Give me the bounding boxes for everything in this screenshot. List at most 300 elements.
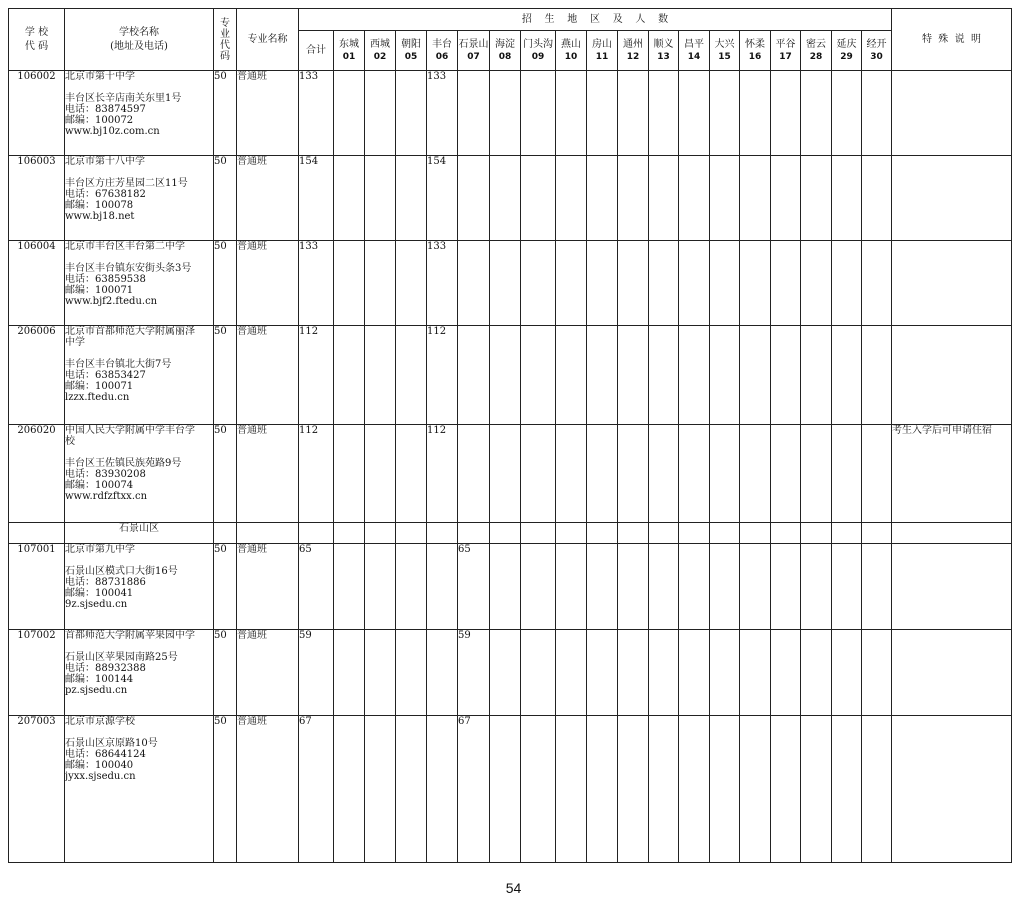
total-count: 67: [299, 716, 334, 863]
district-count: [618, 716, 649, 863]
district-name: 房山: [592, 38, 612, 50]
region-blank: [587, 523, 618, 544]
school-phone: 电话：63859538: [65, 274, 146, 285]
header-district: [490, 31, 521, 71]
school-address: 丰台区王佐镇民族苑路9号: [65, 458, 182, 469]
district-code: 16: [748, 51, 762, 62]
district-count: [801, 326, 832, 425]
district-count: [649, 156, 679, 241]
header-school-code: 学 校 代 码: [9, 9, 65, 71]
region-blank: [649, 523, 679, 544]
major-name: 普通班: [237, 326, 299, 425]
region-blank: [892, 523, 1012, 544]
district-code: 17: [779, 51, 792, 62]
school-info: [65, 326, 214, 425]
district-name: 昌平: [684, 38, 704, 50]
school-code: 106004: [9, 241, 65, 326]
region-blank: [365, 523, 396, 544]
district-code: 15: [718, 51, 731, 62]
district-count: [458, 71, 490, 156]
district-count: [396, 544, 427, 630]
district-count: 67: [458, 716, 490, 863]
district-count: [521, 156, 556, 241]
district-count: [396, 425, 427, 523]
district-count: [334, 156, 365, 241]
header-district: [587, 31, 618, 71]
district-count: [801, 71, 832, 156]
total-count: 59: [299, 630, 334, 716]
district-count: [365, 544, 396, 630]
district-count: 59: [458, 630, 490, 716]
special-note: [892, 71, 1012, 156]
total-count: 133: [299, 241, 334, 326]
school-code: 206006: [9, 326, 65, 425]
district-count: [801, 156, 832, 241]
district-count: [740, 630, 771, 716]
school-website: pz.sjsedu.cn: [65, 685, 128, 696]
district-count: [679, 156, 710, 241]
district-code: 01: [342, 51, 356, 62]
district-count: [490, 630, 521, 716]
district-count: [801, 716, 832, 863]
total-count: 112: [299, 425, 334, 523]
district-count: [334, 544, 365, 630]
school-info: [65, 425, 214, 523]
district-count: [490, 71, 521, 156]
school-info: [65, 630, 214, 716]
header-district: [521, 31, 556, 71]
header-district: [556, 31, 587, 71]
district-count: [365, 241, 396, 326]
school-website: 9z.sjsedu.cn: [65, 599, 128, 610]
district-count: [365, 716, 396, 863]
header-major-code: 专 业 代 码: [214, 9, 237, 71]
district-count: [771, 241, 801, 326]
district-count: [396, 716, 427, 863]
special-note: 考生入学后可申请住宿: [892, 425, 1012, 523]
district-count: [396, 156, 427, 241]
district-count: [679, 630, 710, 716]
district-count: [679, 326, 710, 425]
district-count: [862, 544, 892, 630]
table-row: [9, 326, 1012, 425]
page-number: 54: [505, 880, 522, 896]
school-address: 石景山区苹果园南路25号: [65, 652, 178, 663]
school-name: 北京市京源学校: [65, 716, 135, 727]
district-count: 133: [427, 241, 458, 326]
region-blank: [334, 523, 365, 544]
district-count: [334, 326, 365, 425]
district-count: [365, 326, 396, 425]
school-address: 丰台区长辛店南关东里1号: [65, 93, 182, 104]
district-count: [862, 71, 892, 156]
major-code: 50: [214, 425, 237, 523]
district-count: [710, 630, 740, 716]
district-count: [490, 156, 521, 241]
district-count: [771, 425, 801, 523]
region-blank: [299, 523, 334, 544]
header-district: [396, 31, 427, 71]
header-district: [771, 31, 801, 71]
district-count: [710, 71, 740, 156]
table-row: [9, 241, 1012, 326]
district-code: 12: [626, 51, 640, 62]
district-name: 通州: [623, 38, 643, 50]
school-address: 丰台区方庄芳星园二区11号: [65, 178, 188, 189]
district-count: [618, 71, 649, 156]
major-code: 50: [214, 156, 237, 241]
special-note: [892, 544, 1012, 630]
school-code: 206020: [9, 425, 65, 523]
header-district: [649, 31, 679, 71]
major-code: 50: [214, 716, 237, 863]
school-code: 107001: [9, 544, 65, 630]
major-name: 普通班: [237, 71, 299, 156]
district-count: [427, 544, 458, 630]
special-note: [892, 156, 1012, 241]
header-district: [679, 31, 710, 71]
district-count: [710, 544, 740, 630]
district-name: 朝阳: [401, 38, 421, 50]
district-count: 112: [427, 425, 458, 523]
region-blank: [237, 523, 299, 544]
region-blank: [679, 523, 710, 544]
school-zip: 邮编：100040: [65, 760, 134, 771]
school-phone: 电话：67638182: [65, 189, 146, 200]
district-count: [740, 544, 771, 630]
district-name: 平谷: [775, 38, 796, 50]
district-name: 西城: [370, 38, 390, 50]
district-count: [587, 425, 618, 523]
school-name: 北京市第九中学: [65, 544, 135, 555]
school-name: 中学: [65, 337, 85, 348]
district-count: [334, 425, 365, 523]
district-name: 海淀: [495, 38, 515, 50]
major-name: 普通班: [237, 716, 299, 863]
header-district: [801, 31, 832, 71]
district-count: [862, 241, 892, 326]
district-count: [679, 71, 710, 156]
district-count: [618, 156, 649, 241]
district-count: [490, 716, 521, 863]
district-count: [427, 716, 458, 863]
region-blank: [556, 523, 587, 544]
district-count: [490, 326, 521, 425]
region-row: [9, 523, 1012, 544]
district-count: [458, 326, 490, 425]
table-row: [9, 156, 1012, 241]
district-count: [679, 544, 710, 630]
district-count: [334, 630, 365, 716]
special-note: [892, 630, 1012, 716]
school-zip: 邮编：100041: [65, 588, 134, 599]
district-name: 密云: [806, 38, 826, 50]
district-count: [521, 326, 556, 425]
district-count: [832, 71, 862, 156]
school-info: [65, 544, 214, 630]
district-count: [618, 544, 649, 630]
district-code: 11: [595, 51, 609, 62]
region-blank: [458, 523, 490, 544]
header-major-name: 专业名称: [237, 9, 299, 71]
district-count: [556, 716, 587, 863]
header-district: [710, 31, 740, 71]
district-count: [587, 716, 618, 863]
district-name: 燕山: [561, 38, 581, 50]
district-count: [587, 326, 618, 425]
region-blank: [710, 523, 740, 544]
header-district: [334, 31, 365, 71]
district-count: [334, 716, 365, 863]
school-code: 207003: [9, 716, 65, 863]
district-count: [556, 241, 587, 326]
district-count: [618, 630, 649, 716]
school-website: lzzx.ftedu.cn: [65, 392, 130, 403]
district-code: 09: [531, 51, 545, 62]
region-blank: [427, 523, 458, 544]
district-name: 大兴: [714, 38, 735, 50]
district-count: [521, 630, 556, 716]
district-count: [740, 425, 771, 523]
district-code: 08: [498, 51, 512, 62]
major-code: 50: [214, 71, 237, 156]
district-count: [556, 71, 587, 156]
table-row: [9, 71, 1012, 156]
header-region-title: 招 生 地 区 及 人 数: [299, 9, 892, 31]
district-count: [832, 156, 862, 241]
district-count: [396, 241, 427, 326]
district-count: [710, 241, 740, 326]
district-code: 14: [687, 51, 701, 62]
district-count: [556, 326, 587, 425]
school-address: 石景山区模式口大街16号: [65, 566, 178, 577]
district-count: [801, 425, 832, 523]
district-count: [521, 544, 556, 630]
table-row: [9, 630, 1012, 716]
school-website: www.bj18.net: [65, 211, 135, 222]
district-count: [490, 241, 521, 326]
district-count: [556, 630, 587, 716]
school-address: 丰台区丰台镇北大街7号: [65, 359, 172, 370]
district-count: [556, 544, 587, 630]
district-count: [587, 630, 618, 716]
major-name: 普通班: [237, 630, 299, 716]
district-count: [740, 71, 771, 156]
region-blank: [521, 523, 556, 544]
region-blank: [862, 523, 892, 544]
total-count: 112: [299, 326, 334, 425]
district-count: [521, 241, 556, 326]
district-count: [862, 716, 892, 863]
district-count: [556, 425, 587, 523]
header-district: [740, 31, 771, 71]
school-name: 校: [65, 436, 75, 447]
school-zip: 邮编：100078: [65, 200, 134, 211]
district-count: [458, 241, 490, 326]
district-count: [801, 544, 832, 630]
district-count: [832, 716, 862, 863]
region-blank: [771, 523, 801, 544]
school-website: www.rdfzftxx.cn: [65, 491, 148, 502]
district-count: [365, 71, 396, 156]
major-name: 普通班: [237, 156, 299, 241]
school-name: 北京市第十八中学: [65, 156, 145, 167]
district-count: [649, 716, 679, 863]
school-zip: 邮编：100074: [65, 480, 134, 491]
district-count: [771, 716, 801, 863]
district-count: [862, 425, 892, 523]
school-zip: 邮编：100071: [65, 285, 134, 296]
major-code: 50: [214, 326, 237, 425]
district-count: [618, 425, 649, 523]
school-phone: 电话：83930208: [65, 469, 146, 480]
district-count: [618, 241, 649, 326]
district-count: [679, 425, 710, 523]
district-count: 65: [458, 544, 490, 630]
region-blank: [214, 523, 237, 544]
district-count: [396, 71, 427, 156]
district-count: [679, 716, 710, 863]
district-count: [771, 544, 801, 630]
header-district: [427, 31, 458, 71]
district-count: [618, 326, 649, 425]
district-count: [649, 71, 679, 156]
table-row: [9, 716, 1012, 863]
district-count: [587, 241, 618, 326]
district-count: [365, 425, 396, 523]
district-count: [832, 425, 862, 523]
district-count: [365, 156, 396, 241]
district-count: [649, 425, 679, 523]
major-code: 50: [214, 630, 237, 716]
school-website: jyxx.sjsedu.cn: [65, 771, 136, 782]
district-count: [427, 630, 458, 716]
major-code: 50: [214, 241, 237, 326]
school-code: 106002: [9, 71, 65, 156]
district-count: 133: [427, 71, 458, 156]
district-name: 石景山: [458, 38, 489, 50]
district-name: 延庆: [836, 38, 857, 50]
district-count: [832, 630, 862, 716]
school-address: 丰台区丰台镇东安街头条3号: [65, 263, 192, 274]
school-code: 106003: [9, 156, 65, 241]
district-count: [521, 716, 556, 863]
district-name: 顺义: [653, 38, 674, 50]
table-row: [9, 544, 1012, 630]
district-count: [862, 156, 892, 241]
district-count: [587, 156, 618, 241]
school-name: 中国人民大学附属中学丰台学: [65, 425, 195, 436]
district-count: [740, 241, 771, 326]
header-district: [832, 31, 862, 71]
district-code: 06: [435, 51, 449, 62]
district-code: 28: [809, 51, 823, 62]
district-count: [396, 326, 427, 425]
district-count: [587, 71, 618, 156]
district-count: [490, 425, 521, 523]
district-name: 怀柔: [745, 38, 765, 50]
district-count: [771, 630, 801, 716]
district-count: [334, 71, 365, 156]
header-school-name: 学校名称 (地址及电话): [65, 9, 214, 71]
district-count: [556, 156, 587, 241]
header-district: [862, 31, 892, 71]
region-blank: [740, 523, 771, 544]
district-code: 07: [467, 51, 480, 62]
school-phone: 电话：88932388: [65, 663, 146, 674]
district-name: 丰台: [432, 38, 452, 50]
district-count: [458, 425, 490, 523]
special-note: [892, 716, 1012, 863]
district-count: [521, 71, 556, 156]
district-count: [801, 630, 832, 716]
district-code: 05: [404, 51, 418, 62]
district-code: 29: [840, 51, 853, 62]
district-count: [334, 241, 365, 326]
district-count: [771, 156, 801, 241]
district-count: [832, 544, 862, 630]
region-blank: [801, 523, 832, 544]
district-count: [649, 326, 679, 425]
header-district: [618, 31, 649, 71]
school-phone: 电话：88731886: [65, 577, 146, 588]
district-code: 30: [870, 51, 883, 62]
region-spacer: [9, 523, 65, 544]
school-name: 北京市第十中学: [65, 71, 135, 82]
major-code: 50: [214, 544, 237, 630]
district-code: 13: [657, 51, 670, 62]
region-blank: [490, 523, 521, 544]
major-name: 普通班: [237, 544, 299, 630]
district-count: [862, 326, 892, 425]
special-note: [892, 241, 1012, 326]
school-info: [65, 156, 214, 241]
region-blank: [396, 523, 427, 544]
district-count: [832, 241, 862, 326]
district-count: [771, 71, 801, 156]
district-name: 经开: [866, 38, 887, 50]
district-name: 东城: [339, 38, 359, 50]
district-count: [862, 630, 892, 716]
table-row: [9, 425, 1012, 523]
school-zip: 邮编：100071: [65, 381, 134, 392]
district-count: [710, 425, 740, 523]
district-count: [740, 326, 771, 425]
total-count: 133: [299, 71, 334, 156]
school-phone: 电话：63853427: [65, 370, 146, 381]
district-name: 门头沟: [523, 38, 553, 50]
district-count: [649, 544, 679, 630]
district-count: 154: [427, 156, 458, 241]
district-count: [679, 241, 710, 326]
school-address: 石景山区京原路10号: [65, 738, 158, 749]
district-count: [396, 630, 427, 716]
district-count: [649, 241, 679, 326]
district-count: [490, 544, 521, 630]
major-name: 普通班: [237, 241, 299, 326]
district-code: 10: [564, 51, 578, 62]
header-district: [458, 31, 490, 71]
district-count: 112: [427, 326, 458, 425]
region-name: 石景山区: [65, 523, 214, 544]
school-name: 北京市丰台区丰台第二中学: [65, 241, 185, 252]
district-count: [771, 326, 801, 425]
school-info: [65, 241, 214, 326]
school-phone: 电话：83874597: [65, 104, 146, 115]
district-count: [521, 425, 556, 523]
total-count: 154: [299, 156, 334, 241]
school-info: [65, 716, 214, 863]
